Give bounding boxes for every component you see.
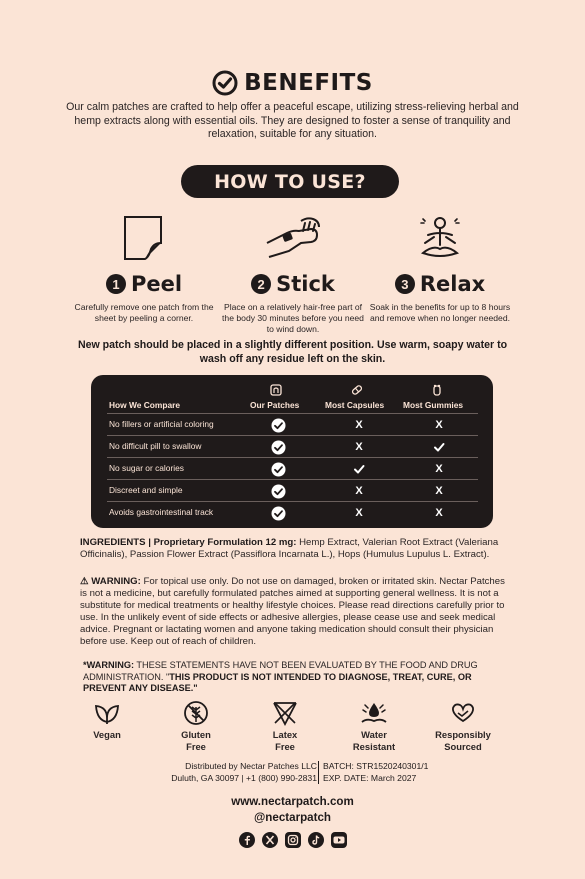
x-icon[interactable] bbox=[262, 832, 278, 848]
x-icon: X bbox=[355, 441, 363, 453]
heart-hands-icon bbox=[449, 700, 477, 726]
check-circle-icon bbox=[270, 439, 286, 455]
distributor-address: Duluth, GA 30097 | +1 (800) 990-2831 bbox=[171, 772, 317, 783]
step-title: Relax bbox=[419, 272, 486, 296]
latex-free-icon bbox=[271, 700, 299, 726]
comparison-feature: Avoids gastrointestinal track bbox=[109, 507, 214, 517]
fda-label: *WARNING: bbox=[83, 660, 135, 670]
warning-section bbox=[80, 576, 510, 648]
footer-divider bbox=[318, 761, 319, 784]
badge-label: Gluten bbox=[181, 729, 211, 740]
wrist-patch-icon bbox=[265, 213, 321, 263]
facebook-icon[interactable] bbox=[239, 832, 255, 848]
badge-latex-free bbox=[245, 700, 325, 752]
x-icon: X bbox=[435, 485, 443, 497]
warning-triangle-icon: ⚠ bbox=[80, 576, 92, 587]
column-header: Most Capsules bbox=[325, 400, 385, 410]
check-circle-icon bbox=[212, 70, 238, 96]
check-icon bbox=[351, 461, 367, 477]
distributor-name: Distributed by Nectar Patches LLC bbox=[185, 761, 317, 771]
comparison-row bbox=[107, 413, 478, 435]
patch-peel-icon bbox=[119, 213, 169, 263]
instagram-icon[interactable] bbox=[285, 832, 301, 848]
x-icon: X bbox=[355, 419, 363, 431]
badge-label: Responsibly bbox=[435, 729, 491, 740]
badge-label: Water bbox=[361, 729, 387, 740]
badge-label: Vegan bbox=[93, 729, 121, 740]
capsule-icon bbox=[351, 384, 363, 396]
website-link[interactable]: www.nectarpatch.com bbox=[231, 795, 354, 808]
comparison-row bbox=[107, 501, 478, 523]
badge-gluten-free bbox=[156, 700, 236, 752]
expiry-date: EXP. DATE: March 2027 bbox=[323, 772, 417, 783]
check-icon bbox=[431, 439, 447, 455]
badge-label: Latex bbox=[272, 729, 298, 740]
badge-water-resistant bbox=[334, 700, 414, 752]
youtube-icon[interactable] bbox=[331, 832, 347, 848]
step-description: Place on a relatively hair-free part of the body 30 minutes before you need to wind down. bbox=[222, 302, 364, 334]
fda-bold-text: THIS PRODUCT IS NOT INTENDED TO DIAGNOSE, TREAT, CURE, OR PREVENT ANY DISEASE." bbox=[83, 671, 472, 693]
tiktok-icon[interactable] bbox=[308, 832, 324, 848]
distributor-info bbox=[145, 761, 317, 784]
step-title: Peel bbox=[130, 272, 183, 296]
step-relax bbox=[365, 212, 515, 324]
step-peel bbox=[69, 212, 219, 324]
step-number: 3 bbox=[395, 274, 415, 294]
ingredients-section bbox=[80, 537, 510, 561]
warning-label: WARNING: bbox=[91, 576, 141, 587]
social-handle[interactable]: @nectarpatch bbox=[253, 811, 332, 824]
ingredients-label: INGREDIENTS | Proprietary Formulation 12 mg: bbox=[80, 537, 297, 548]
x-icon: X bbox=[355, 507, 363, 519]
column-header: Most Gummies bbox=[403, 400, 464, 410]
how-to-use-banner bbox=[181, 165, 399, 198]
gluten-free-icon bbox=[182, 700, 210, 726]
ingredients-text: Hemp Extract, Valerian Root Extract (Valeriana Officinalis), Passion Flower Extract (Passiflora Incarnata L.), Hops (Humulus Lupulus L. Extract). bbox=[80, 537, 499, 560]
placement-note: New patch should be placed in a slightly different position. Use warm, soapy water to wash off any residue left on the skin. bbox=[77, 339, 508, 365]
badge-responsibly-sourced bbox=[423, 700, 503, 752]
gummy-bear-icon bbox=[431, 384, 443, 396]
warning-text: For topical use only. Do not use on damaged, broken or irritated skin. Nectar Patches is not a medicine, but carefully formulated patches aimed at supporting general wellness. It is not a substitute for medical treatments or healthy lifestyle choices. Please read directions carefully prior to use. In the unlikely event of side effects or adhesive allergies, please cease use and seek medical advice. Pregnant or lactating women and anyone taking medication should consult their physician before use. Keep out of reach of children. bbox=[80, 576, 505, 647]
x-icon: X bbox=[355, 485, 363, 497]
badge-label-2: Sourced bbox=[444, 740, 482, 752]
comparison-table bbox=[91, 375, 493, 528]
check-circle-icon bbox=[270, 505, 286, 521]
column-header: Our Patches bbox=[250, 400, 300, 410]
step-description: Carefully remove one patch from the sheet by peeling a corner. bbox=[74, 302, 214, 323]
how-to-use-title: HOW TO USE? bbox=[214, 170, 366, 193]
comparison-feature: No fillers or artificial coloring bbox=[109, 419, 214, 429]
benefits-heading: BENEFITS bbox=[244, 70, 373, 96]
comparison-feature: Discreet and simple bbox=[109, 485, 183, 495]
check-circle-icon bbox=[270, 461, 286, 477]
fda-disclaimer bbox=[83, 660, 508, 695]
comparison-feature: No sugar or calories bbox=[109, 463, 184, 473]
step-description: Soak in the benefits for up to 8 hours and remove when no longer needed. bbox=[369, 302, 511, 323]
patch-icon bbox=[270, 384, 282, 396]
batch-info bbox=[323, 761, 483, 784]
badge-vegan bbox=[67, 700, 147, 741]
step-stick bbox=[218, 212, 368, 335]
comparison-title: How We Compare bbox=[109, 400, 181, 410]
check-circle-icon bbox=[270, 483, 286, 499]
social-icons bbox=[0, 832, 585, 848]
badge-label-2: Free bbox=[186, 740, 206, 752]
leaves-icon bbox=[93, 700, 121, 726]
step-number: 1 bbox=[106, 274, 126, 294]
x-icon: X bbox=[435, 507, 443, 519]
benefits-description: Our calm patches are crafted to help offer a peaceful escape, utilizing stress-relieving herbal and hemp extracts along with essential oils. They are designed to foster a sense of tranquility and relaxation, suitable for any situation. bbox=[66, 101, 519, 141]
comparison-feature: No difficult pill to swallow bbox=[109, 441, 202, 451]
comparison-row bbox=[107, 479, 478, 501]
batch-number: BATCH: STR1520240301/1 bbox=[323, 761, 429, 771]
benefits-title bbox=[0, 70, 585, 96]
x-icon: X bbox=[435, 419, 443, 431]
step-number: 2 bbox=[251, 274, 271, 294]
check-circle-icon bbox=[270, 417, 286, 433]
meditation-icon bbox=[415, 213, 465, 263]
fda-text: THESE STATEMENTS HAVE NOT BEEN EVALUATED BY THE FOOD AND DRUG ADMINISTRATION. " bbox=[83, 660, 478, 682]
water-resistant-icon bbox=[360, 700, 388, 726]
step-title: Stick bbox=[276, 272, 335, 296]
comparison-row bbox=[107, 435, 478, 457]
badge-label-2: Resistant bbox=[352, 740, 396, 752]
comparison-row bbox=[107, 457, 478, 479]
badge-label-2: Free bbox=[275, 740, 295, 752]
x-icon: X bbox=[435, 463, 443, 475]
